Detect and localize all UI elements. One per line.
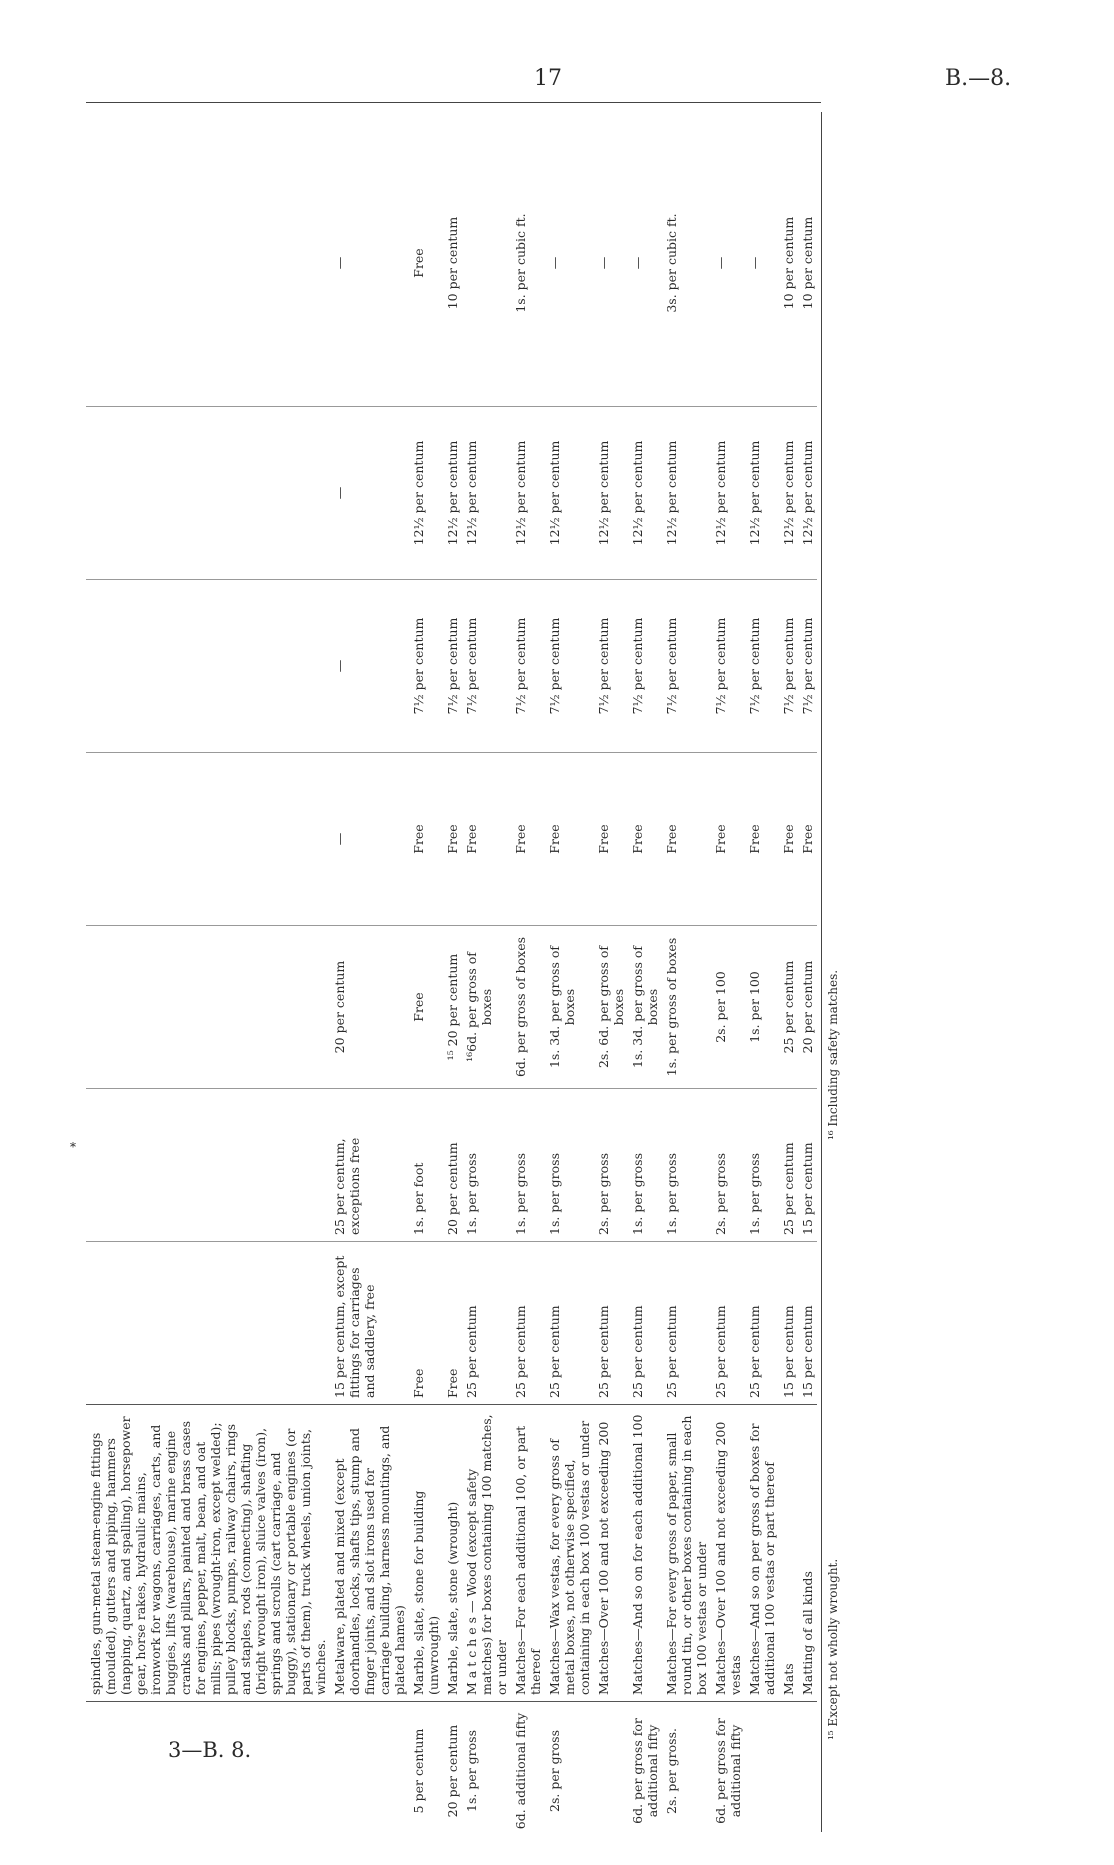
table-cell-c8: 10 per centum: [781, 216, 796, 310]
table-cell-c8: 1s. per cubic ft.: [513, 213, 528, 313]
table-cell-c2: 15 per centum, except fittings for carriages and saddlery, free: [330, 1242, 409, 1405]
margin-mark: *: [70, 1140, 76, 1154]
table-cell-c4: Free: [409, 926, 443, 1089]
table-cell-c1: Marble, slate, stone (wrought): [443, 1405, 462, 1702]
table-cell-c3: 1s. per gross: [628, 1089, 662, 1242]
table-cell-c2: 25 per centum: [662, 1242, 711, 1405]
table-cell-c1: Matches—Over 100 and not exceeding 200 vestas: [711, 1405, 745, 1702]
table-cell-c4: 25 per centum: [779, 926, 798, 1089]
table-cell-c6: 7½ per centum: [511, 580, 545, 753]
table-cell-c5: Free: [511, 753, 545, 926]
table-cell-c2: 15 per centum: [779, 1242, 798, 1405]
table-cell-c7: 12½ per centum: [745, 407, 779, 580]
table-cell-c3: 1s. per gross: [662, 1089, 711, 1242]
table-cell-c3: 25 per centum, exceptions free: [330, 1089, 409, 1242]
table-cell-c4: ¹⁵ 20 per centum: [443, 926, 462, 1089]
table-cell-c6: 7½ per centum: [594, 580, 628, 753]
table-cell-c1: Matting of all kinds: [798, 1405, 817, 1702]
table-cell-c0: 1s. per gross: [462, 1702, 511, 1841]
table-cell-c5: Free: [545, 753, 594, 926]
table-row: [545, 120, 594, 1840]
table-cell-c8: 10 per centum: [800, 216, 815, 310]
table-cell-c6: —: [330, 580, 409, 753]
page-number: 17: [534, 66, 562, 91]
table-cell-c2: 25 per centum: [511, 1242, 545, 1405]
table-cell-c2: 15 per centum: [798, 1242, 817, 1405]
table-cell-c4: 1s. 3d. per gross of boxes: [545, 926, 594, 1089]
table-cell-c4: 1s. 3d. per gross of boxes: [628, 926, 662, 1089]
table-cell-c1: Marble, slate, stone for building (unwrought): [409, 1405, 443, 1702]
table-cell-c7: 12½ per centum: [511, 407, 545, 580]
table-cell-c4: [86, 926, 330, 1089]
table-cell-c6: 7½ per centum: [779, 580, 798, 753]
table-cell-c6: 7½ per centum: [798, 580, 817, 753]
table-cell-c8: —: [630, 256, 645, 270]
table-cell-c8: —: [332, 256, 347, 270]
table-cell-c0: [779, 1702, 798, 1841]
table-cell-c7: 12½ per centum: [594, 407, 628, 580]
table-cell-c1: Matches—And so on for each additional 100: [628, 1405, 662, 1702]
table-cell-c3: 1s. per gross: [745, 1089, 779, 1242]
table-cell-c0: 20 per centum: [443, 1702, 462, 1841]
table-cell-c7: 12½ per centum: [779, 407, 798, 580]
table-cell-c6: 7½ per centum: [443, 580, 462, 753]
table-cell-c6: 7½ per centum: [545, 580, 594, 753]
table-cell-c4: 2s. per 100: [711, 926, 745, 1089]
table-cell-c2: 25 per centum: [711, 1242, 745, 1405]
table-cell-c2: Free: [409, 1242, 443, 1405]
table-row: [409, 120, 443, 1840]
table-cell-c8: —: [547, 256, 562, 270]
table-cell-c5: Free: [798, 753, 817, 926]
table-cell-c2: 25 per centum: [545, 1242, 594, 1405]
table-row: [511, 120, 545, 1840]
table-cell-c0: 2s. per gross.: [662, 1702, 711, 1841]
table-cell-c3: [86, 1089, 330, 1242]
table-cell-c6: 7½ per centum: [662, 580, 711, 753]
table-cell-c1: Metalware, plated and mixed (except doorhandles, locks, shafts tips, stump and finger joints, and slot irons used for carriage building, harness mountings, and plated hames): [330, 1405, 409, 1702]
table-cell-c8: [462, 120, 511, 407]
table-cell-c5: —: [330, 753, 409, 926]
table-cell-c1: Matches—For each additional 100, or part thereof: [511, 1405, 545, 1702]
table-cell-c5: Free: [662, 753, 711, 926]
table-cell-c7: 12½ per centum: [798, 407, 817, 580]
table-cell-c8: [86, 120, 330, 407]
table-cell-c8: —: [713, 256, 728, 270]
table-cell-c2: [86, 1242, 330, 1405]
table-cell-c7: [86, 407, 330, 580]
table-cell-c2: 25 per centum: [594, 1242, 628, 1405]
table-cell-c3: 1s. per foot: [409, 1089, 443, 1242]
table-cell-c0: 2s. per gross: [545, 1702, 594, 1841]
table-cell-c0: [594, 1702, 628, 1841]
table-cell-c6: 7½ per centum: [462, 580, 511, 753]
table-cell-c0: [798, 1702, 817, 1841]
table-cell-c6: [86, 580, 330, 753]
table-cell-c5: Free: [594, 753, 628, 926]
table-row: [330, 120, 409, 1840]
table-cell-c0: 6d. per gross for additional fifty: [628, 1702, 662, 1841]
table-cell-c8: 10 per centum: [445, 216, 460, 310]
table-cell-c7: 12½ per centum: [443, 407, 462, 580]
table-row: [711, 120, 745, 1840]
table-cell-c8: 3s. per cubic ft.: [664, 213, 679, 313]
table-cell-c6: 7½ per centum: [711, 580, 745, 753]
table-row: [628, 120, 662, 1840]
table-cell-c5: Free: [745, 753, 779, 926]
table-cell-c7: 12½ per centum: [545, 407, 594, 580]
table-row: [662, 120, 711, 1840]
table-cell-c3: 1s. per gross: [511, 1089, 545, 1242]
document-code-top: B.—8.: [945, 66, 1012, 91]
table-cell-c3: 20 per centum: [443, 1089, 462, 1242]
table-cell-c3: 1s. per gross: [545, 1089, 594, 1242]
table-cell-c1: M a t c h e s — Wood (except safety matches) for boxes containing 100 matches, or under: [462, 1405, 511, 1702]
table-cell-c2: 25 per centum: [628, 1242, 662, 1405]
tariff-table-grid: [86, 120, 817, 1840]
table-cell-c1: Mats: [779, 1405, 798, 1702]
table-cell-c3: 2s. per gross: [594, 1089, 628, 1242]
table-row: [462, 120, 511, 1840]
table-cell-c7: 12½ per centum: [662, 407, 711, 580]
table-cell-c8: —: [747, 256, 762, 270]
table-cell-c1: Matches—And so on per gross of boxes for additional 100 vestas or part thereof: [745, 1405, 779, 1702]
table-cell-c1: Matches—For every gross of paper, small round tin, or other boxes containing in each box 100 vestas or under: [662, 1405, 711, 1702]
table-cell-c6: 7½ per centum: [745, 580, 779, 753]
tariff-table-body: [86, 120, 817, 1840]
table-cell-c4: 6d. per gross of boxes: [511, 926, 545, 1089]
table-cell-c7: 12½ per centum: [462, 407, 511, 580]
table-cell-c2: 25 per centum: [462, 1242, 511, 1405]
table-cell-c0: [86, 1702, 330, 1841]
table-cell-c0: 5 per centum: [409, 1702, 443, 1841]
table-cell-c5: Free: [628, 753, 662, 926]
table-cell-c3: 25 per centum: [779, 1089, 798, 1242]
footnote-15: ¹⁵ Except not wholly wrought.: [826, 1558, 840, 1740]
table-row: [86, 120, 330, 1840]
table-cell-c8: Free: [411, 248, 426, 278]
table-cell-c0: [330, 1702, 409, 1841]
table-cell-c8: —: [596, 256, 611, 270]
table-row: [798, 120, 817, 1840]
table-cell-c2: Free: [443, 1242, 462, 1405]
table-cell-c5: Free: [711, 753, 745, 926]
table-row: [443, 120, 462, 1840]
footnote-16: ¹⁶ Including safety matches.: [826, 969, 840, 1140]
table-cell-c1: Matches—Over 100 and not exceeding 200: [594, 1405, 628, 1702]
table-cell-c7: —: [330, 407, 409, 580]
document-code-bottom: 3—B. 8.: [168, 1738, 252, 1762]
table-rule-top: [86, 102, 821, 103]
table-cell-c4: 20 per centum: [330, 926, 409, 1089]
table-cell-c0: [745, 1702, 779, 1841]
table-cell-c5: Free: [779, 753, 798, 926]
table-cell-c4: ¹⁶6d. per gross of boxes: [462, 926, 511, 1089]
table-cell-c6: 7½ per centum: [409, 580, 443, 753]
table-cell-c5: Free: [443, 753, 462, 926]
table-cell-c3: 15 per centum: [798, 1089, 817, 1242]
table-row: [594, 120, 628, 1840]
table-row: [745, 120, 779, 1840]
table-cell-c4: 1s. per gross of boxes: [662, 926, 711, 1089]
table-cell-c6: 7½ per centum: [628, 580, 662, 753]
table-cell-c7: 12½ per centum: [628, 407, 662, 580]
table-cell-c7: 12½ per centum: [711, 407, 745, 580]
table-cell-c3: 1s. per gross: [462, 1089, 511, 1242]
table-cell-c2: 25 per centum: [745, 1242, 779, 1405]
tariff-table: [86, 120, 1036, 1840]
table-cell-c1: spindles, gun-metal steam-engine fittings (moulded), gutters and piping, hammers (napping, quartz, and spalling), horsepower gear, horse rakes, hydraulic mains, ironwork for wagons, carriages, carts, and buggies, lifts (warehouse), marine engine cranks and pillars, painted and brass cases for engines, pepper, malt, bean, and oat mills; pipes (wrought-iron, except welded); pulley blocks, pumps, railway chairs, rings and staples, rods (connecting), shafting (bright wrought iron), sluice valves (iron), springs and scrolls (cart carriage, and buggy), stationary or portable engines (or parts of them), truck wheels, union joints, winches.: [86, 1405, 330, 1702]
table-cell-c3: 2s. per gross: [711, 1089, 745, 1242]
table-cell-c4: 1s. per 100: [745, 926, 779, 1089]
table-cell-c5: [86, 753, 330, 926]
table-cell-c0: 6d. per gross for additional fifty: [711, 1702, 745, 1841]
table-cell-c5: Free: [409, 753, 443, 926]
table-cell-c4: 20 per centum: [798, 926, 817, 1089]
table-row: [779, 120, 798, 1840]
table-cell-c7: 12½ per centum: [409, 407, 443, 580]
table-cell-c1: Matches—Wax vestas, for every gross of metal boxes, not otherwise specified, containing in each box 100 vestas or under: [545, 1405, 594, 1702]
table-cell-c5: Free: [462, 753, 511, 926]
table-cell-c4: 2s. 6d. per gross of boxes: [594, 926, 628, 1089]
table-cell-c0: 6d. additional fifty: [511, 1702, 545, 1841]
